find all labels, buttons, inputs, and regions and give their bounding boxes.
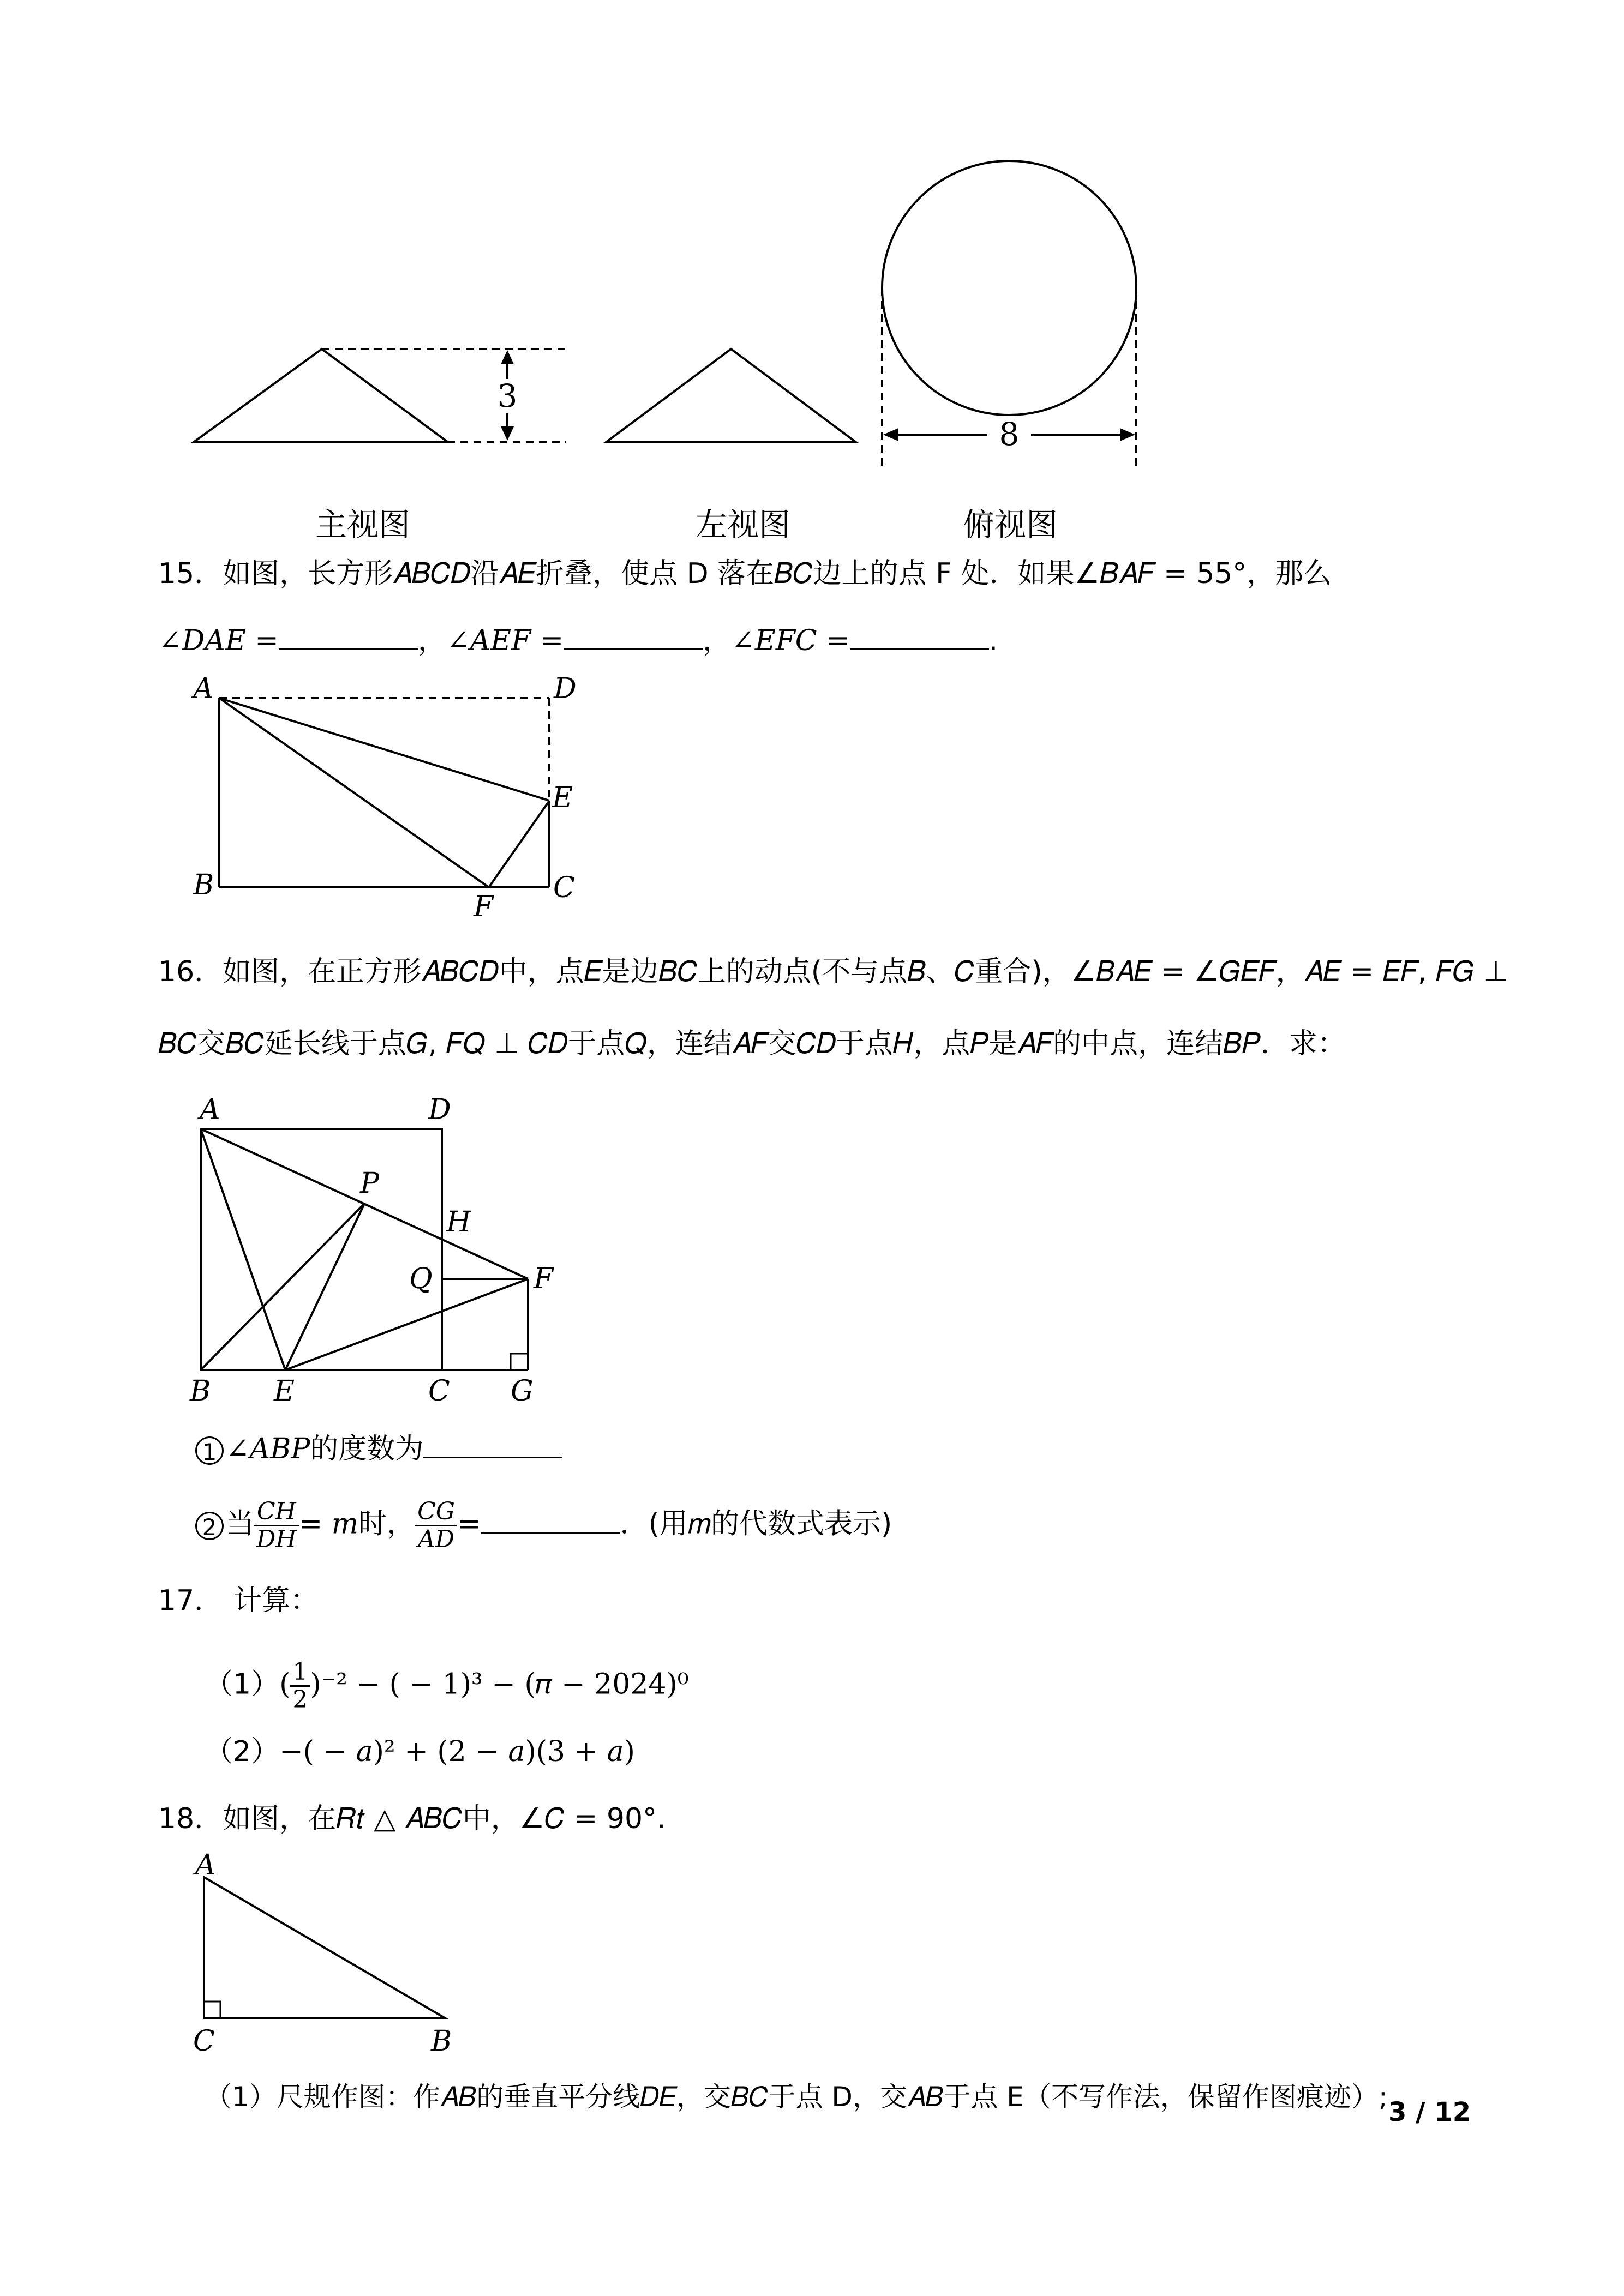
q18-part1 <box>205 2075 1388 2119</box>
q15-label-F: F <box>474 891 494 923</box>
width-label: 8 <box>999 416 1020 453</box>
q15-answer1-label: ∠𝐷𝐴𝐸 = <box>158 624 279 657</box>
q18-line1 <box>158 1797 666 1841</box>
q18-number: 18． <box>158 1802 223 1835</box>
q16-label-P: P <box>360 1167 379 1200</box>
q16-label-D: D <box>428 1093 451 1126</box>
q16-label-C: C <box>428 1375 450 1408</box>
q16-sub1 <box>195 1427 562 1471</box>
q15-label-C: C <box>553 871 575 904</box>
q15-label-D: D <box>554 672 577 705</box>
q16-label-G: G <box>511 1375 534 1408</box>
q16-text1: 如图，在正方形𝐴𝐵𝐶𝐷中，点𝐸是边𝐵𝐶上的动点(不与点𝐵、𝐶重合)，∠𝐵𝐴𝐸 = ∠𝐺𝐸𝐹，𝐴𝐸 = 𝐸𝐹, 𝐹𝐺 ⊥ <box>223 955 1508 988</box>
q16-square-figure <box>180 1085 616 1407</box>
q18-label-C: C <box>193 2025 215 2058</box>
height-label: 3 <box>497 377 518 414</box>
q17-part2: （2）−( − 𝑎)² + (2 − 𝑎)(3 + 𝑎) <box>205 1735 635 1768</box>
q15-line1 <box>158 552 1332 596</box>
q15-answers-line: ∠𝐷𝐴𝐸 = ，∠𝐴𝐸𝐹 = ，∠𝐸𝐹𝐶 = . <box>158 619 998 663</box>
q17-title: 计算： <box>233 1584 319 1617</box>
q15-number: 15． <box>158 557 223 590</box>
q16-label-Q: Q <box>409 1263 433 1295</box>
q16-sub1-text: ∠𝐴𝐵𝑃的度数为 <box>226 1433 424 1465</box>
q18-right-triangle-figure <box>185 1849 491 2059</box>
q16-label-E: E <box>274 1375 295 1408</box>
q17-number: 17． <box>158 1584 223 1617</box>
q15-text: 如图，长方形𝐴𝐵𝐶𝐷沿𝐴𝐸折叠，使点 D 落在𝐵𝐶边上的点 F 处．如果∠𝐵𝐴𝐹 = 55°，那么 <box>223 557 1332 590</box>
fraction-ch-dh: $\frac{CH}{DH}$ <box>254 1499 299 1553</box>
q15-label-E: E <box>552 782 573 814</box>
q16-sub1-blank[interactable] <box>423 1428 562 1458</box>
fraction-cg-ad: $\frac{CG}{AD}$ <box>415 1499 457 1553</box>
q16-sub2-mark: 2 <box>195 1512 224 1540</box>
q15-answer3-label: ∠𝐸𝐹𝐶 = <box>731 624 850 657</box>
top-view-caption: 俯视图 <box>963 506 1058 543</box>
q16-sub2-blank[interactable] <box>481 1504 620 1534</box>
front-view-triangle <box>194 349 447 442</box>
front-view-caption: 主视图 <box>315 506 411 543</box>
q17-part1-expr: )⁻² − ( − 1)³ − (𝜋 − 2024)⁰ <box>310 1668 689 1701</box>
q15-label-A: A <box>193 672 214 705</box>
q15-answer3-blank[interactable] <box>850 620 989 650</box>
q16-number: 16． <box>158 955 223 988</box>
q16-sub1-mark: 1 <box>195 1436 224 1465</box>
q16-line1 <box>158 950 1508 994</box>
q17-part1: （1）( $\frac{1}{2}$ )⁻² − ( − 1)³ − (𝜋 − 2024)⁰ <box>205 1658 689 1714</box>
q17-title-line <box>158 1579 319 1622</box>
q18-text: 如图，在𝑅𝑡 △ 𝐴𝐵𝐶中，∠𝐶 = 90°. <box>223 1802 666 1835</box>
q17-part2-expr: −( − 𝑎)² + (2 − 𝑎)(3 + 𝑎) <box>279 1735 635 1768</box>
q18-label-A: A <box>195 1849 216 1882</box>
q15-answer1-blank[interactable] <box>279 620 418 650</box>
q18-part1-text: （1）尺规作图：作𝐴𝐵的垂直平分线𝐷𝐸，交𝐵𝐶于点 D，交𝐴𝐵于点 E（不写作法，保留作图痕迹）; <box>205 2081 1388 2113</box>
three-views-figure <box>185 115 1178 485</box>
q16-label-H: H <box>446 1206 471 1239</box>
q18-label-B: B <box>431 2025 452 2058</box>
q16-label-F: F <box>534 1263 554 1295</box>
q15-answer2-blank[interactable] <box>564 620 703 650</box>
fraction-one-half: $\frac{1}{2}$ <box>290 1659 310 1713</box>
page-number: 3 / 12 <box>1388 2097 1471 2127</box>
q15-label-B: B <box>193 869 214 901</box>
left-view-triangle <box>607 349 855 442</box>
left-view-caption: 左视图 <box>696 506 791 543</box>
q16-line2 <box>158 1022 1346 1066</box>
q16-label-B: B <box>190 1375 211 1408</box>
q15-rectangle-figure <box>185 672 611 927</box>
q16-text2: 𝐵𝐶交𝐵𝐶延长线于点𝐺, 𝐹𝑄 ⊥ 𝐶𝐷于点𝑄，连结𝐴𝐹交𝐶𝐷于点𝐻，点𝑃是𝐴𝐹的中点，连结𝐵𝑃．求： <box>158 1027 1346 1060</box>
q15-answer2-label: ∠𝐴𝐸𝐹 = <box>446 624 564 657</box>
q16-sub2: 2 当 $\frac{CH}{DH}$ = 𝑚时， $\frac{CG}{AD}$ = ．(用𝑚的代数式表示) <box>195 1499 892 1553</box>
top-view-circle <box>882 161 1136 415</box>
q16-label-A: A <box>200 1093 220 1126</box>
